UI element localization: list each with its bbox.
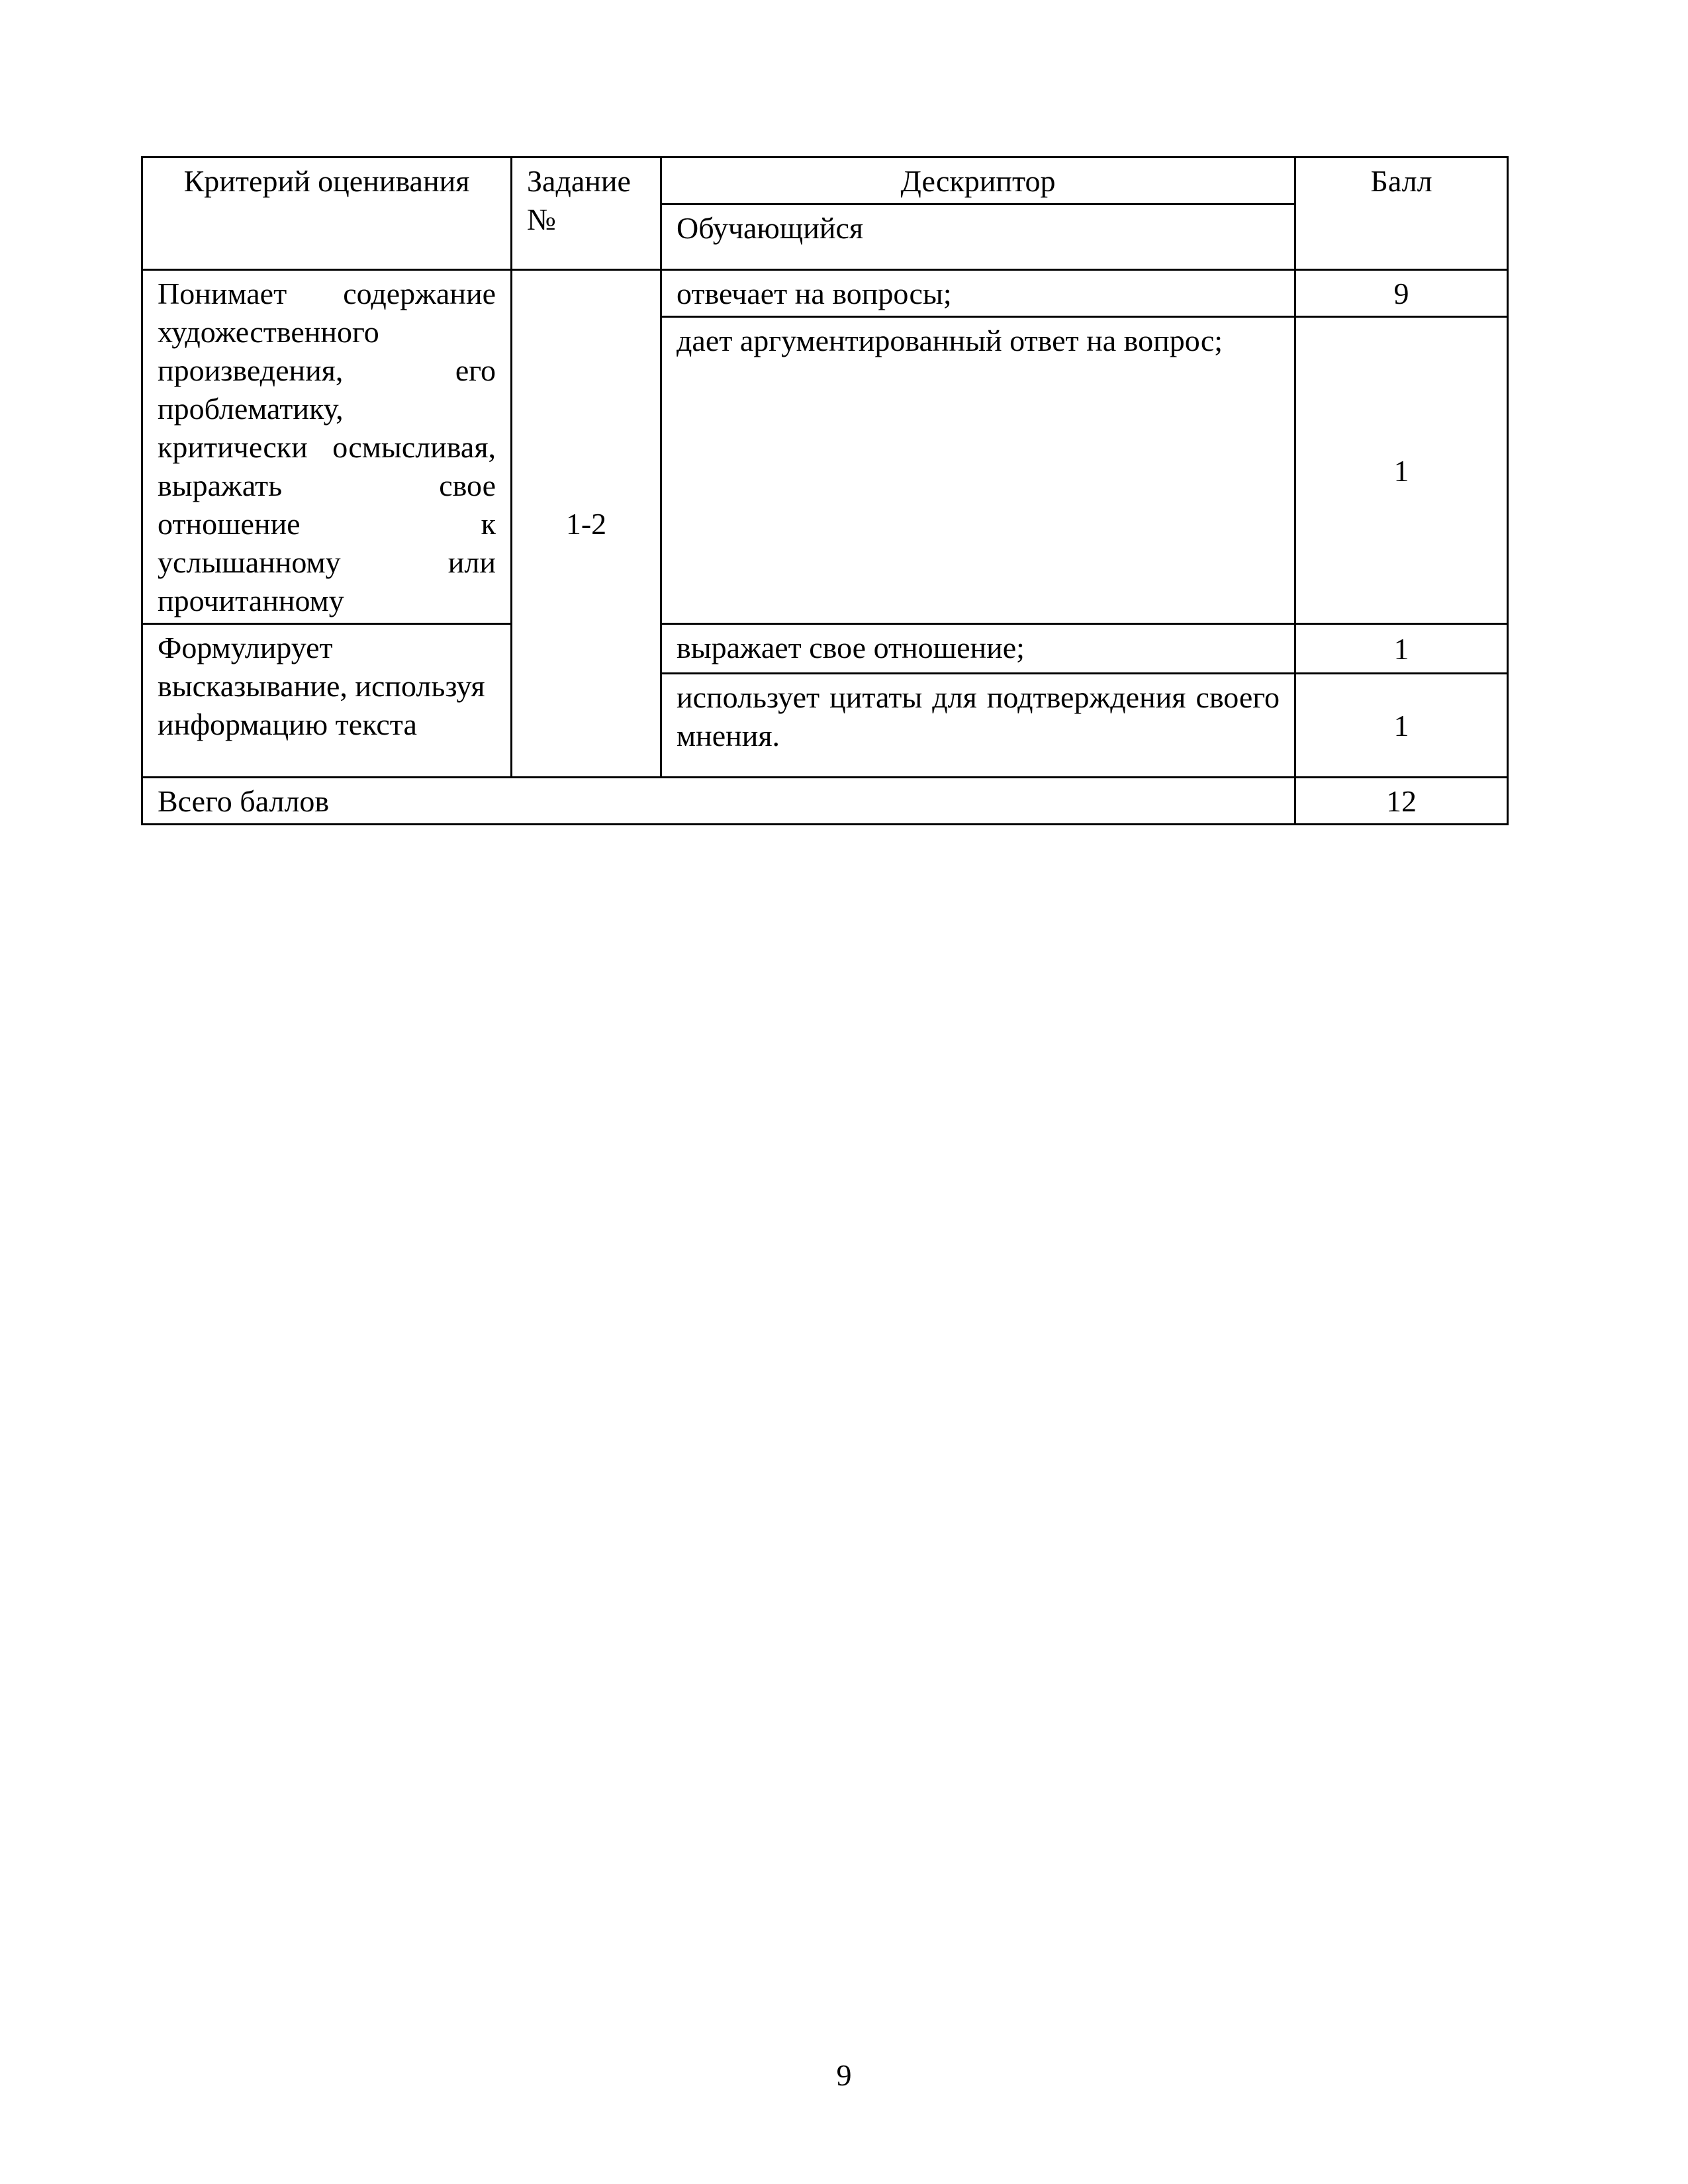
header-score: Балл xyxy=(1295,158,1508,270)
descriptor-cell: выражает свое отношение; xyxy=(661,624,1295,674)
total-score: 12 xyxy=(1295,778,1508,825)
page-number: 9 xyxy=(836,2058,852,2092)
score-cell: 9 xyxy=(1295,270,1508,317)
total-label: Всего баллов xyxy=(142,778,1295,825)
descriptor-cell: отвечает на вопросы; xyxy=(661,270,1295,317)
score-cell: 1 xyxy=(1295,674,1508,778)
table-header-row xyxy=(142,158,1508,205)
score-cell: 1 xyxy=(1295,317,1508,624)
task-number-cell: 1-2 xyxy=(512,270,661,778)
criterion-cell: Понимает содержание художественного произведения, его проблематику, критически осмысливая, выражать свое отношение к услышанному или прочитанному xyxy=(142,270,512,624)
table-row xyxy=(142,270,1508,317)
header-descriptor: Дескриптор xyxy=(661,158,1295,205)
header-criterion: Критерий оценивания xyxy=(142,158,512,270)
header-task: Задание № xyxy=(512,158,661,270)
score-cell: 1 xyxy=(1295,624,1508,674)
descriptor-cell: дает аргументированный ответ на вопрос; xyxy=(661,317,1295,624)
table-row xyxy=(142,624,1508,674)
assessment-rubric-table xyxy=(141,156,1509,825)
criterion-cell: Формулирует высказывание, используя информацию текста xyxy=(142,624,512,778)
table-total-row xyxy=(142,778,1508,825)
header-descriptor-sub: Обучающийся xyxy=(661,205,1295,270)
descriptor-cell: использует цитаты для подтверждения своего мнения. xyxy=(661,674,1295,778)
